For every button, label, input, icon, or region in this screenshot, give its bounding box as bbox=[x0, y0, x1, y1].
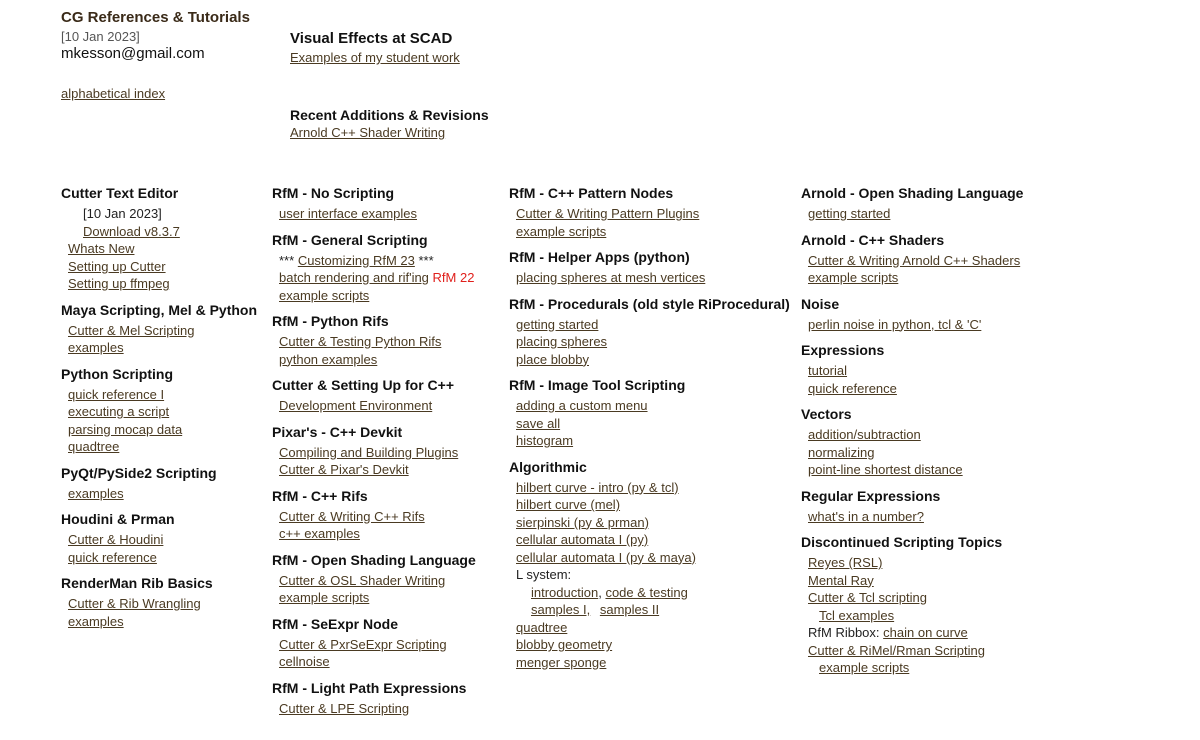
section-regular-expressions bbox=[801, 487, 1023, 526]
topic-link[interactable]: Development Environment bbox=[279, 398, 433, 413]
lsystem-samples-2-link[interactable]: samples II bbox=[599, 602, 660, 617]
section-algorithmic: Algorithmic hilbert curve - intro (py & tcl) hilbert curve (mel) sierpinski (py & prman) cellular automata I (py) cellular automata I (py & maya) L system: introduction, code & testing samples I, samples II quadtree blobby geometry menger sponge bbox=[509, 458, 790, 672]
section-rfm-no-scripting bbox=[272, 184, 476, 223]
topic-link[interactable]: quadtree bbox=[68, 439, 120, 454]
student-work-link[interactable]: Examples of my student work bbox=[290, 50, 460, 65]
stars-marker: *** bbox=[279, 252, 295, 268]
topic-link[interactable]: Cutter & Houdini bbox=[68, 532, 164, 547]
topic-link[interactable]: quick reference bbox=[808, 380, 897, 396]
topic-link[interactable]: hilbert curve (mel) bbox=[516, 497, 621, 512]
rfm22-note: RfM 22 bbox=[432, 270, 475, 285]
topic-link[interactable]: getting started bbox=[808, 206, 891, 221]
section-pyqt bbox=[61, 464, 257, 503]
recent-additions-title: Recent Additions & Revisions bbox=[290, 107, 489, 123]
topic-link[interactable]: sierpinski (py & prman) bbox=[516, 514, 649, 530]
rimel-examples-link[interactable]: example scripts bbox=[819, 660, 910, 675]
topic-link[interactable]: perlin noise in python, tcl & 'C' bbox=[808, 316, 982, 332]
topic-link[interactable]: Cutter & PxrSeExpr Scripting bbox=[279, 636, 447, 652]
alphabetical-index-link[interactable]: alphabetical index bbox=[61, 86, 166, 101]
topic-link[interactable]: examples bbox=[68, 613, 124, 629]
topic-link[interactable]: hilbert curve - intro (py & tcl) bbox=[516, 479, 679, 495]
topic-link[interactable]: example scripts bbox=[279, 590, 370, 605]
topic-link[interactable]: adding a custom menu bbox=[516, 398, 648, 413]
topic-link[interactable]: point-line shortest distance bbox=[808, 462, 963, 477]
section-title: RfM - C++ Rifs bbox=[272, 487, 368, 504]
section-title: Maya Scripting, Mel & Python bbox=[61, 301, 258, 318]
section-title: Pixar's - C++ Devkit bbox=[272, 423, 403, 440]
section-title: RfM - No Scripting bbox=[272, 185, 395, 201]
topic-link[interactable]: what's in a number? bbox=[808, 508, 924, 524]
section-rfm-python-rifs bbox=[272, 312, 476, 368]
section-title: RfM - Procedurals (old style RiProcedural) bbox=[509, 295, 790, 312]
section-houdini bbox=[61, 510, 257, 566]
topic-link[interactable]: executing a script bbox=[68, 404, 170, 419]
recent-arnold-link[interactable]: Arnold C++ Shader Writing bbox=[290, 125, 446, 140]
topic-link[interactable]: Compiling and Building Plugins bbox=[279, 444, 459, 460]
reyes-link[interactable]: Reyes (RSL) bbox=[808, 555, 883, 570]
ribbox-label: RfM Ribbox: bbox=[808, 625, 880, 640]
section-title: Vectors bbox=[801, 406, 852, 422]
section-title: RfM - C++ Pattern Nodes bbox=[509, 185, 674, 201]
cutter-date: [10 Jan 2023] bbox=[83, 206, 162, 221]
lsystem-code-link[interactable]: code & testing bbox=[605, 584, 688, 600]
section-arnold-cpp-shaders bbox=[801, 231, 1023, 287]
topic-link[interactable]: examples bbox=[68, 340, 124, 355]
tcl-scripting-link[interactable]: Cutter & Tcl scripting bbox=[808, 590, 927, 605]
topic-link[interactable]: Cutter & OSL Shader Writing bbox=[279, 572, 446, 588]
site-title: CG References & Tutorials bbox=[61, 9, 250, 26]
tcl-examples-link[interactable]: Tcl examples bbox=[819, 607, 895, 623]
site-date: [10 Jan 2023] bbox=[61, 29, 140, 44]
setup-ffmpeg-link[interactable]: Setting up ffmpeg bbox=[68, 276, 170, 291]
topic-link[interactable]: addition/subtraction bbox=[808, 427, 921, 442]
topic-link[interactable]: c++ examples bbox=[279, 526, 360, 541]
section-title: Cutter Text Editor bbox=[61, 185, 179, 201]
lsystem-label: L system: bbox=[516, 567, 572, 582]
section-expressions bbox=[801, 341, 1023, 397]
lsystem-intro-link[interactable]: introduction bbox=[531, 584, 599, 600]
column-1 bbox=[61, 184, 257, 638]
section-title: Arnold - Open Shading Language bbox=[801, 185, 1024, 201]
topic-link[interactable]: blobby geometry bbox=[516, 637, 613, 652]
column-3 bbox=[509, 184, 790, 679]
section-rfm-image-tool bbox=[509, 376, 790, 450]
topic-link[interactable]: placing spheres at mesh vertices bbox=[516, 270, 706, 285]
topic-link[interactable]: cellnoise bbox=[279, 654, 330, 669]
topic-link[interactable]: Cutter & Writing Arnold C++ Shaders bbox=[808, 252, 1021, 268]
topic-link[interactable]: histogram bbox=[516, 433, 574, 448]
topic-link[interactable]: user interface examples bbox=[279, 206, 418, 221]
stars-marker: *** bbox=[418, 252, 434, 268]
section-title: Arnold - C++ Shaders bbox=[801, 231, 945, 248]
section-title: Python Scripting bbox=[61, 365, 173, 382]
topic-link[interactable]: Cutter & Testing Python Rifs bbox=[279, 334, 442, 349]
section-maya-scripting bbox=[61, 301, 257, 357]
topic-link[interactable]: Cutter & Writing C++ Rifs bbox=[279, 508, 425, 524]
topic-link[interactable]: quick reference bbox=[68, 549, 157, 565]
topic-link[interactable]: placing spheres bbox=[516, 334, 608, 349]
batch-rendering-link[interactable]: batch rendering and rif'ing bbox=[279, 270, 429, 285]
topic-link[interactable]: normalizing bbox=[808, 444, 875, 460]
section-rfm-pattern-nodes bbox=[509, 184, 790, 240]
topic-link[interactable]: parsing mocap data bbox=[68, 421, 183, 437]
section-rfm-osl bbox=[272, 551, 476, 607]
section-rfm-cpp-rifs bbox=[272, 487, 476, 543]
scad-title: Visual Effects at SCAD bbox=[290, 30, 453, 47]
mental-ray-link[interactable]: Mental Ray bbox=[808, 572, 874, 588]
customizing-rfm-link[interactable]: Customizing RfM 23 bbox=[297, 252, 415, 268]
topic-link[interactable]: tutorial bbox=[808, 363, 848, 378]
topic-link[interactable]: examples bbox=[68, 485, 124, 501]
section-title: RfM - General Scripting bbox=[272, 231, 428, 248]
topic-link[interactable]: menger sponge bbox=[516, 654, 607, 670]
section-title: RenderMan Rib Basics bbox=[61, 575, 213, 591]
section-vectors bbox=[801, 405, 1023, 479]
section-pixar-devkit bbox=[272, 423, 476, 479]
topic-link[interactable]: cellular automata I (py & maya) bbox=[516, 549, 696, 565]
setup-cutter-link[interactable]: Setting up Cutter bbox=[68, 258, 166, 274]
contact-email: mkesson@gmail.com bbox=[61, 45, 205, 62]
topic-link[interactable]: Cutter & Pixar's Devkit bbox=[279, 462, 409, 477]
section-rfm-procedurals bbox=[509, 295, 790, 369]
section-title: RfM - Helper Apps (python) bbox=[509, 249, 690, 265]
section-title: RfM - Light Path Expressions bbox=[272, 679, 467, 696]
column-4 bbox=[801, 184, 1023, 685]
topic-link[interactable]: Cutter & Rib Wrangling bbox=[68, 596, 201, 611]
section-rib-basics bbox=[61, 574, 257, 630]
section-arnold-osl bbox=[801, 184, 1023, 223]
section-cpp-setup bbox=[272, 376, 476, 415]
section-title: RfM - Open Shading Language bbox=[272, 551, 476, 568]
download-cutter-link[interactable]: Download v8.3.7 bbox=[83, 223, 180, 239]
section-title: Houdini & Prman bbox=[61, 511, 175, 527]
section-python-scripting bbox=[61, 365, 257, 456]
section-title: RfM - SeExpr Node bbox=[272, 615, 399, 632]
section-discontinued bbox=[801, 533, 1023, 677]
topic-link[interactable]: Cutter & Writing Pattern Plugins bbox=[516, 206, 700, 221]
topic-link[interactable]: example scripts bbox=[808, 270, 899, 285]
topic-link[interactable]: Cutter & Mel Scripting bbox=[68, 322, 195, 338]
section-title: RfM - Python Rifs bbox=[272, 313, 389, 329]
topic-link[interactable]: Cutter & LPE Scripting bbox=[279, 700, 410, 716]
topic-link[interactable]: example scripts bbox=[516, 223, 607, 239]
column-2 bbox=[272, 184, 476, 725]
topic-link[interactable]: python examples bbox=[279, 351, 378, 367]
topic-link[interactable]: quadtree bbox=[516, 619, 568, 635]
section-title: PyQt/PySide2 Scripting bbox=[61, 464, 217, 481]
lsystem-samples-1-link[interactable]: samples I, bbox=[531, 602, 591, 617]
section-title: Discontinued Scripting Topics bbox=[801, 534, 1003, 550]
section-rfm-seexpr bbox=[272, 615, 476, 671]
topic-link[interactable]: place blobby bbox=[516, 351, 589, 367]
section-noise bbox=[801, 295, 1023, 334]
topic-link[interactable]: example scripts bbox=[279, 287, 370, 303]
topic-link[interactable]: cellular automata I (py) bbox=[516, 532, 649, 547]
whats-new-link[interactable]: Whats New bbox=[68, 241, 135, 256]
section-rfm-helper-apps bbox=[509, 248, 790, 287]
section-title: Expressions bbox=[801, 342, 885, 358]
section-title: Noise bbox=[801, 295, 840, 312]
rimel-scripting-link[interactable]: Cutter & RiMel/Rman Scripting bbox=[808, 642, 985, 658]
section-cutter-text-editor bbox=[61, 184, 257, 293]
topic-link[interactable]: getting started bbox=[516, 316, 599, 332]
section-title: Cutter & Setting Up for C++ bbox=[272, 377, 455, 393]
section-rfm-general-scripting bbox=[272, 231, 476, 305]
section-title: RfM - Image Tool Scripting bbox=[509, 377, 686, 393]
section-rfm-lpe bbox=[272, 679, 476, 718]
chain-on-curve-link[interactable]: chain on curve bbox=[883, 625, 968, 640]
section-title: Algorithmic bbox=[509, 458, 587, 475]
topic-link[interactable]: save all bbox=[516, 415, 561, 431]
section-title: Regular Expressions bbox=[801, 487, 941, 504]
topic-link[interactable]: quick reference I bbox=[68, 386, 165, 402]
